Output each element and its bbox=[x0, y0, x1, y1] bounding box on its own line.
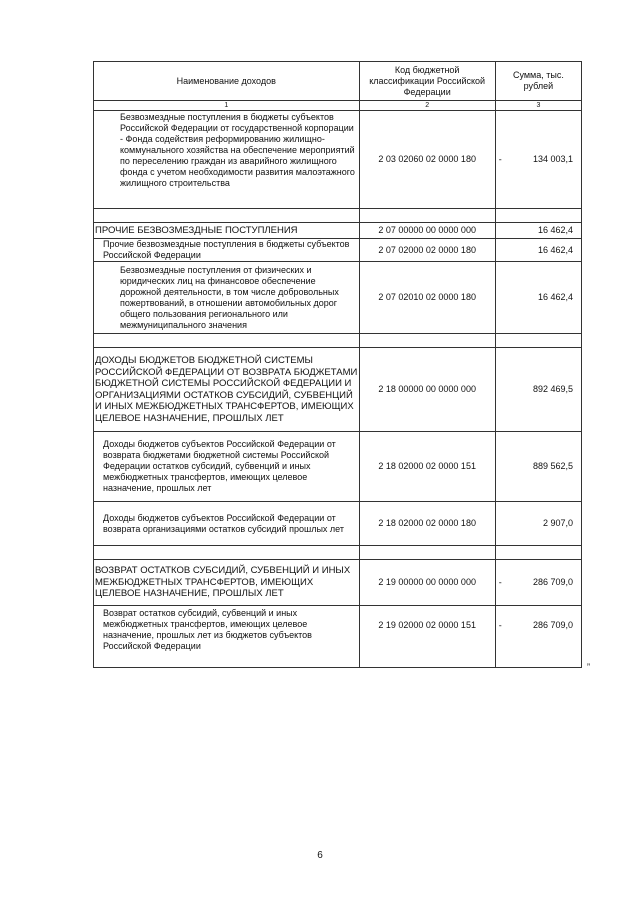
row-sum-cell bbox=[495, 502, 581, 546]
row-sum: 889 562,5 bbox=[532, 461, 573, 471]
table-row bbox=[94, 560, 582, 606]
closing-quote: ” bbox=[587, 662, 590, 672]
header-sum: Сумма, тыс. рублей bbox=[495, 62, 581, 101]
row-code: 2 18 00000 00 0000 000 bbox=[359, 348, 495, 432]
table-row bbox=[94, 111, 582, 209]
table-row bbox=[94, 223, 582, 239]
row-code: 2 18 02000 02 0000 151 bbox=[359, 432, 495, 502]
header-name: Наименование доходов bbox=[94, 62, 360, 101]
table-row bbox=[94, 502, 582, 546]
col-number-3: 3 bbox=[495, 101, 581, 111]
row-sum: 16 462,4 bbox=[537, 244, 573, 255]
spacer-row bbox=[94, 334, 582, 348]
row-sum: 134 003,1 bbox=[532, 154, 573, 164]
spacer-row bbox=[94, 209, 582, 223]
revenue-table bbox=[93, 61, 582, 668]
table-row bbox=[94, 348, 582, 432]
row-sum-cell bbox=[495, 111, 581, 209]
row-sum: 16 462,4 bbox=[537, 225, 573, 235]
row-name: ДОХОДЫ БЮДЖЕТОВ БЮДЖЕТНОЙ СИСТЕМЫ РОССИЙСКОЙ ФЕДЕРАЦИИ ОТ ВОЗВРАТА БЮДЖЕТАМИ БЮДЖЕТНОЙ СИСТЕМЫ РОССИЙСКОЙ ФЕДЕРАЦИИ И ОРГАНИЗАЦИЯМИ ОСТАТКОВ СУБСИДИЙ, СУБВЕНЦИЙ И ИНЫХ МЕЖБЮДЖЕТНЫХ ТРАНСФЕРТОВ, ИМЕЮЩИХ ЦЕЛЕВОЕ НАЗНАЧЕНИЕ, ПРОШЛЫХ ЛЕТ bbox=[94, 348, 360, 432]
row-name: ПРОЧИЕ БЕЗВОЗМЕЗДНЫЕ ПОСТУПЛЕНИЯ bbox=[94, 223, 360, 239]
row-name: Возврат остатков субсидий, субвенций и иных межбюджетных трансфертов, имеющих целевое назначение, прошлых лет из бюджетов субъектов Российской Федерации bbox=[94, 606, 360, 668]
table-row bbox=[94, 432, 582, 502]
row-sum-cell bbox=[495, 239, 581, 262]
col-number-1: 1 bbox=[94, 101, 360, 111]
row-sum: 286 709,0 bbox=[532, 577, 573, 587]
page-number: 6 bbox=[317, 850, 323, 861]
row-name: ВОЗВРАТ ОСТАТКОВ СУБСИДИЙ, СУБВЕНЦИЙ И ИНЫХ МЕЖБЮДЖЕТНЫХ ТРАНСФЕРТОВ, ИМЕЮЩИХ ЦЕЛЕВОЕ НАЗНАЧЕНИЕ, ПРОШЛЫХ ЛЕТ bbox=[94, 560, 360, 606]
row-code: 2 07 00000 00 0000 000 bbox=[359, 223, 495, 239]
row-sign: - bbox=[498, 577, 502, 587]
col-number-2: 2 bbox=[359, 101, 495, 111]
row-name: Безвозмездные поступления от физических и юридических лиц на финансовое обеспечение дорожной деятельности, в том числе добровольных пожертвований, в отношении автомобильных дорог общего пользования регионального или межмуниципального значения bbox=[94, 262, 360, 334]
table-row bbox=[94, 262, 582, 334]
spacer-row bbox=[94, 546, 582, 560]
row-sign: - bbox=[498, 154, 502, 164]
row-sign: - bbox=[498, 620, 502, 631]
row-sum-cell bbox=[495, 262, 581, 334]
row-sum-cell bbox=[495, 606, 581, 668]
row-code: 2 07 02010 02 0000 180 bbox=[359, 262, 495, 334]
table-row bbox=[94, 239, 582, 262]
column-number-row bbox=[94, 101, 582, 111]
row-sum-cell bbox=[495, 432, 581, 502]
row-sum: 286 709,0 bbox=[532, 620, 573, 630]
row-code: 2 03 02060 02 0000 180 bbox=[359, 111, 495, 209]
row-sum: 16 462,4 bbox=[537, 292, 573, 302]
row-sum: 892 469,5 bbox=[532, 384, 573, 394]
row-sum-cell bbox=[495, 560, 581, 606]
header-code: Код бюджетной классификации Российской Федерации bbox=[359, 62, 495, 101]
row-code: 2 18 02000 02 0000 180 bbox=[359, 502, 495, 546]
row-code: 2 19 02000 02 0000 151 bbox=[359, 606, 495, 668]
row-name: Прочие безвозмездные поступления в бюджеты субъектов Российской Федерации bbox=[94, 239, 360, 262]
row-name: Безвозмездные поступления в бюджеты субъектов Российской Федерации от государственной корпорации - Фонда содействия реформированию жилищно-коммунального хозяйства на обеспечение мероприятий по переселению граждан из аварийного жилищного фонда с учетом необходимости развития малоэтажного жилищного строительства bbox=[94, 111, 360, 209]
row-code: 2 07 02000 02 0000 180 bbox=[359, 239, 495, 262]
row-sum: 2 907,0 bbox=[542, 518, 573, 528]
row-sum-cell bbox=[495, 348, 581, 432]
row-code: 2 19 00000 00 0000 000 bbox=[359, 560, 495, 606]
row-name: Доходы бюджетов субъектов Российской Федерации от возврата организациями остатков субсидий прошлых лет bbox=[94, 502, 360, 546]
row-name: Доходы бюджетов субъектов Российской Федерации от возврата бюджетами бюджетной системы Российской Федерации остатков субсидий, субвенций и иных межбюджетных трансфертов, имеющих целевое назначение, прошлых лет bbox=[94, 432, 360, 502]
header-row bbox=[94, 62, 582, 101]
row-sum-cell bbox=[495, 223, 581, 239]
table-row bbox=[94, 606, 582, 668]
